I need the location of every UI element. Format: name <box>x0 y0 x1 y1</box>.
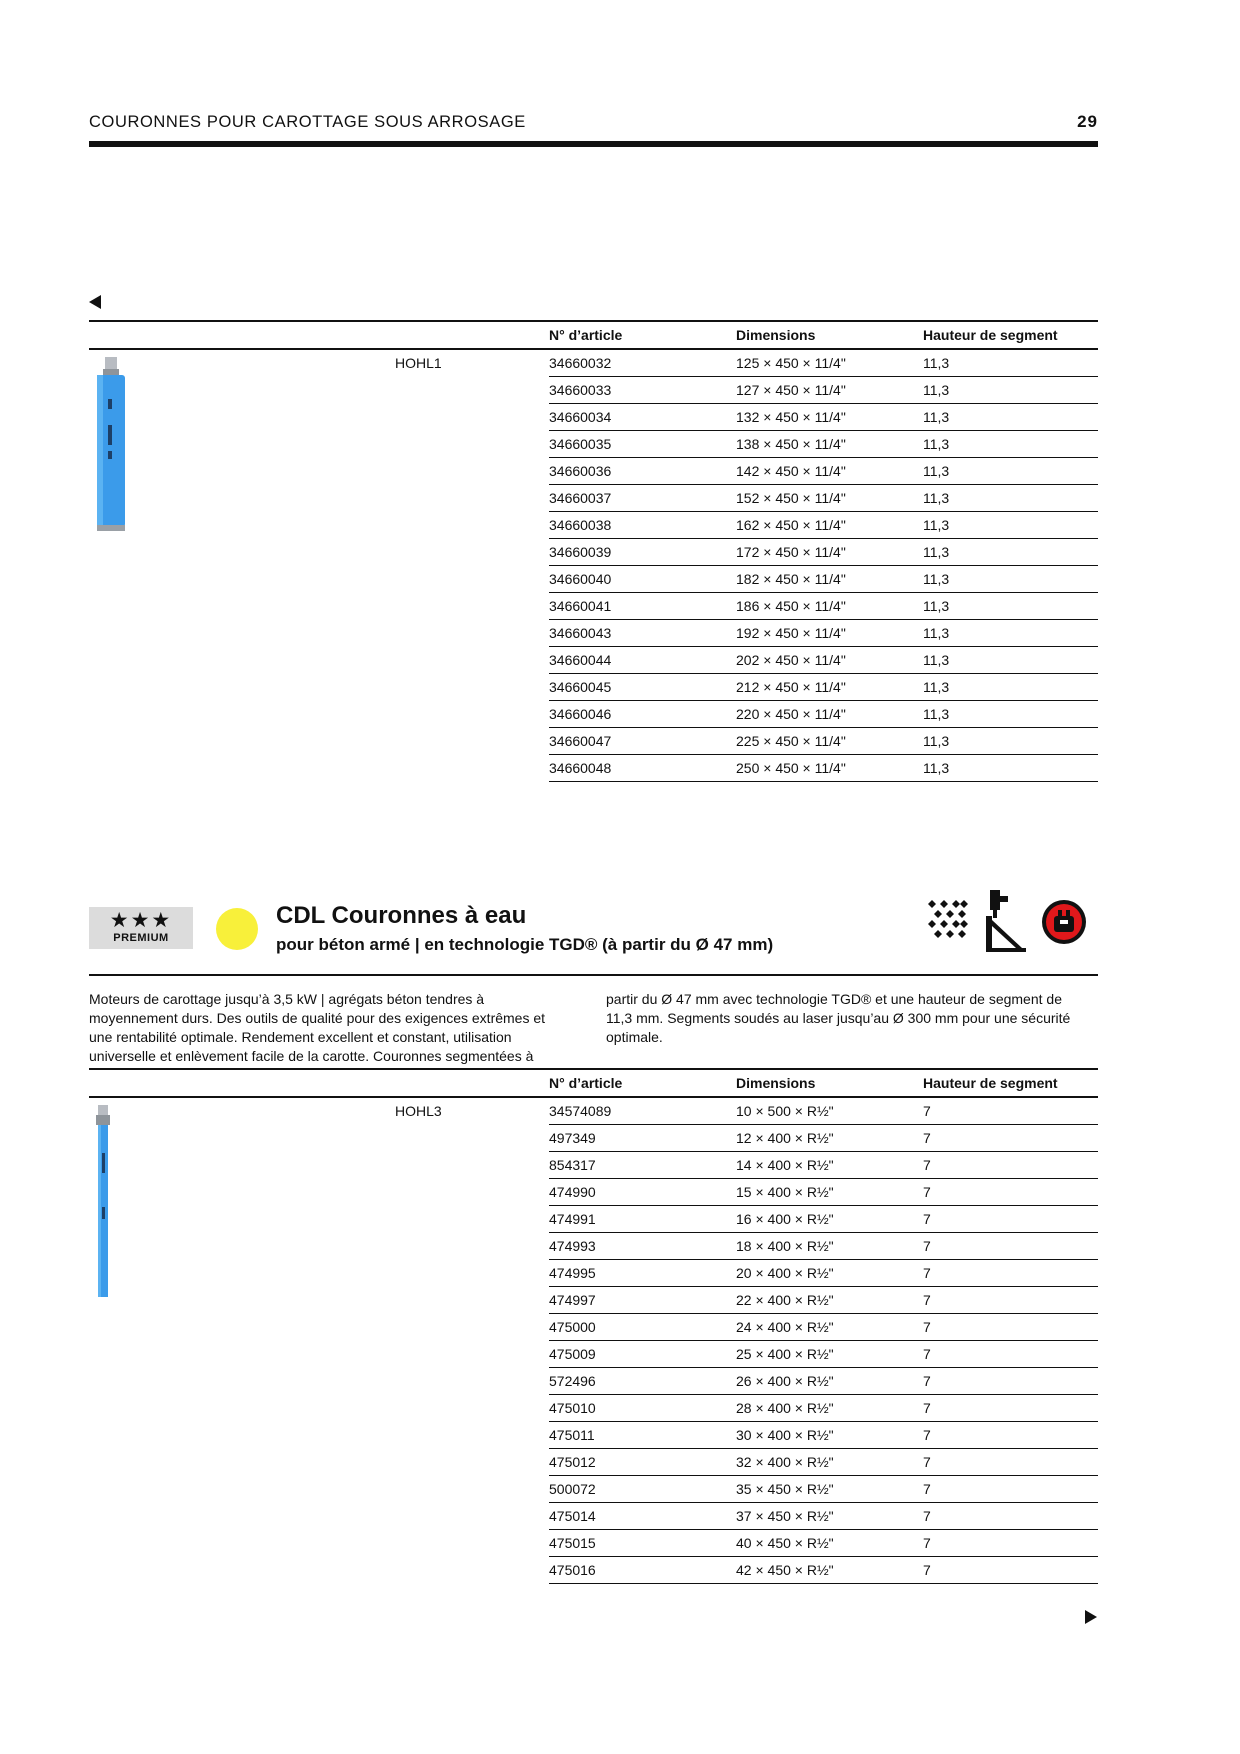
article-number: 34660032 <box>549 349 736 377</box>
dimensions-value: 22 × 400 × R½" <box>736 1287 923 1314</box>
product-description-left: Moteurs de carottage jusqu’à 3,5 kW | agrégats béton tendres à moyennement durs. Des outils de qualité pour des exigences extrêmes et une rentabilité optimale. Rendement excellent et constant, utilisation universelle et enlèvement facile de la carotte. Couronnes segmentées à <box>89 991 546 1064</box>
article-number: 34660047 <box>549 728 736 755</box>
next-page-arrow-icon[interactable] <box>1085 1610 1097 1624</box>
segment-height-value: 11,3 <box>923 593 1098 620</box>
page-number: 29 <box>1077 112 1098 131</box>
article-number: 572496 <box>549 1368 736 1395</box>
header-model-col <box>395 321 549 349</box>
dimensions-value: 220 × 450 × 11/4" <box>736 701 923 728</box>
premium-label: PREMIUM <box>113 932 169 944</box>
header-segment-height: Hauteur de segment <box>923 321 1098 349</box>
article-number: 34660037 <box>549 485 736 512</box>
product-table-hohl3 <box>89 1068 1098 1584</box>
article-number: 34660041 <box>549 593 736 620</box>
segment-height-value: 7 <box>923 1152 1098 1179</box>
dimensions-value: 40 × 450 × R½" <box>736 1530 923 1557</box>
article-number: 475014 <box>549 1503 736 1530</box>
running-title: COURONNES POUR CAROTTAGE SOUS ARROSAGE <box>89 113 526 131</box>
header-rule <box>89 141 1098 147</box>
segment-height-value: 11,3 <box>923 566 1098 593</box>
dimensions-value: 225 × 450 × 11/4" <box>736 728 923 755</box>
header-dimensions: Dimensions <box>736 321 923 349</box>
segment-height-value: 7 <box>923 1097 1098 1125</box>
article-number: 34660044 <box>549 647 736 674</box>
segment-height-value: 11,3 <box>923 728 1098 755</box>
header-dimensions: Dimensions <box>736 1069 923 1097</box>
dimensions-value: 212 × 450 × 11/4" <box>736 674 923 701</box>
header-model-col <box>395 1069 549 1097</box>
article-number: 34660045 <box>549 674 736 701</box>
article-number: 497349 <box>549 1125 736 1152</box>
segment-height-value: 7 <box>923 1422 1098 1449</box>
dimensions-value: 18 × 400 × R½" <box>736 1233 923 1260</box>
article-number: 474990 <box>549 1179 736 1206</box>
header-image-col <box>89 321 395 349</box>
segment-height-value: 11,3 <box>923 431 1098 458</box>
article-number: 34660038 <box>549 512 736 539</box>
segment-height-value: 7 <box>923 1449 1098 1476</box>
diamond-segments-icon <box>924 888 972 954</box>
article-number: 34660040 <box>549 566 736 593</box>
segment-height-value: 11,3 <box>923 404 1098 431</box>
dimensions-value: 28 × 400 × R½" <box>736 1395 923 1422</box>
segment-height-value: 11,3 <box>923 485 1098 512</box>
segment-height-value: 7 <box>923 1341 1098 1368</box>
dimensions-value: 32 × 400 × R½" <box>736 1449 923 1476</box>
dimensions-value: 142 × 450 × 11/4" <box>736 458 923 485</box>
article-number: 34660046 <box>549 701 736 728</box>
dimensions-value: 10 × 500 × R½" <box>736 1097 923 1125</box>
article-number: 854317 <box>549 1152 736 1179</box>
segment-height-value: 7 <box>923 1476 1098 1503</box>
article-number: 474997 <box>549 1287 736 1314</box>
segment-height-value: 11,3 <box>923 674 1098 701</box>
segment-height-value: 11,3 <box>923 458 1098 485</box>
dimensions-value: 132 × 450 × 11/4" <box>736 404 923 431</box>
dimensions-value: 16 × 400 × R½" <box>736 1206 923 1233</box>
article-number: 474991 <box>549 1206 736 1233</box>
dimensions-value: 30 × 400 × R½" <box>736 1422 923 1449</box>
dimensions-value: 20 × 400 × R½" <box>736 1260 923 1287</box>
dimensions-value: 37 × 450 × R½" <box>736 1503 923 1530</box>
dimensions-value: 42 × 450 × R½" <box>736 1557 923 1584</box>
dimensions-value: 125 × 450 × 11/4" <box>736 349 923 377</box>
table-row <box>89 1097 1098 1125</box>
dimensions-value: 15 × 400 × R½" <box>736 1179 923 1206</box>
table-row <box>89 349 1098 377</box>
segment-height-value: 7 <box>923 1503 1098 1530</box>
wet-drilling-motor-icon <box>1040 888 1088 954</box>
dimensions-value: 202 × 450 × 11/4" <box>736 647 923 674</box>
segment-height-value: 7 <box>923 1395 1098 1422</box>
core-bit-large-image <box>89 355 129 545</box>
article-number: 475015 <box>549 1530 736 1557</box>
core-bit-thin-image <box>89 1103 119 1303</box>
segment-height-value: 11,3 <box>923 512 1098 539</box>
dimensions-value: 26 × 400 × R½" <box>736 1368 923 1395</box>
segment-height-value: 11,3 <box>923 755 1098 782</box>
segment-height-value: 7 <box>923 1368 1098 1395</box>
segment-height-value: 7 <box>923 1260 1098 1287</box>
segment-height-value: 11,3 <box>923 349 1098 377</box>
product-description-right: partir du Ø 47 mm avec technologie TGD® et une hauteur de segment de 11,3 mm. Segments soudés au laser jusqu’au Ø 300 mm pour une sécurité optimale. <box>606 991 1071 1045</box>
header-segment-height: Hauteur de segment <box>923 1069 1098 1097</box>
segment-height-value: 11,3 <box>923 701 1098 728</box>
article-number: 475012 <box>549 1449 736 1476</box>
article-number: 475016 <box>549 1557 736 1584</box>
article-number: 475000 <box>549 1314 736 1341</box>
segment-height-value: 7 <box>923 1233 1098 1260</box>
article-number: 34660033 <box>549 377 736 404</box>
article-number: 34660036 <box>549 458 736 485</box>
article-number: 34660043 <box>549 620 736 647</box>
drill-stand-icon <box>984 888 1030 954</box>
article-number: 500072 <box>549 1476 736 1503</box>
segment-height-value: 7 <box>923 1314 1098 1341</box>
segment-height-value: 11,3 <box>923 647 1098 674</box>
dimensions-value: 35 × 450 × R½" <box>736 1476 923 1503</box>
dimensions-value: 127 × 450 × 11/4" <box>736 377 923 404</box>
article-number: 34660035 <box>549 431 736 458</box>
segment-height-value: 7 <box>923 1557 1098 1584</box>
dimensions-value: 152 × 450 × 11/4" <box>736 485 923 512</box>
table-header-row <box>89 321 1098 349</box>
product-table-hohl1 <box>89 320 1098 782</box>
article-number: 34574089 <box>549 1097 736 1125</box>
dimensions-value: 25 × 400 × R½" <box>736 1341 923 1368</box>
header-image-col <box>89 1069 395 1097</box>
segment-height-value: 11,3 <box>923 539 1098 566</box>
dimensions-value: 250 × 450 × 11/4" <box>736 755 923 782</box>
table-header-row <box>89 1069 1098 1097</box>
premium-stars-icon: ★★★ <box>109 909 173 932</box>
segment-height-value: 7 <box>923 1179 1098 1206</box>
article-number: 34660034 <box>549 404 736 431</box>
product-image <box>89 1097 395 1584</box>
segment-height-value: 7 <box>923 1530 1098 1557</box>
dimensions-value: 12 × 400 × R½" <box>736 1125 923 1152</box>
dimensions-value: 162 × 450 × 11/4" <box>736 512 923 539</box>
article-number: 475010 <box>549 1395 736 1422</box>
product-subtitle: pour béton armé | en technologie TGD® (à partir du Ø 47 mm) <box>276 935 774 954</box>
article-number: 475011 <box>549 1422 736 1449</box>
segment-height-value: 7 <box>923 1125 1098 1152</box>
segment-height-value: 7 <box>923 1287 1098 1314</box>
previous-page-arrow-icon[interactable] <box>89 295 101 309</box>
product-title: CDL Couronnes à eau <box>276 902 527 929</box>
category-color-dot <box>216 908 258 950</box>
article-number: 474995 <box>549 1260 736 1287</box>
article-number: 34660039 <box>549 539 736 566</box>
segment-height-value: 11,3 <box>923 620 1098 647</box>
dimensions-value: 172 × 450 × 11/4" <box>736 539 923 566</box>
header-article: N° d’article <box>549 1069 736 1097</box>
dimensions-value: 24 × 400 × R½" <box>736 1314 923 1341</box>
article-number: 34660048 <box>549 755 736 782</box>
dimensions-value: 182 × 450 × 11/4" <box>736 566 923 593</box>
dimensions-value: 192 × 450 × 11/4" <box>736 620 923 647</box>
dimensions-value: 14 × 400 × R½" <box>736 1152 923 1179</box>
product-image <box>89 349 395 782</box>
model-code: HOHL1 <box>395 355 442 371</box>
header-article: N° d’article <box>549 321 736 349</box>
dimensions-value: 186 × 450 × 11/4" <box>736 593 923 620</box>
dimensions-value: 138 × 450 × 11/4" <box>736 431 923 458</box>
article-number: 475009 <box>549 1341 736 1368</box>
article-number: 474993 <box>549 1233 736 1260</box>
segment-height-value: 7 <box>923 1206 1098 1233</box>
model-code: HOHL3 <box>395 1103 442 1119</box>
segment-height-value: 11,3 <box>923 377 1098 404</box>
section-rule <box>89 974 1098 976</box>
premium-badge <box>89 907 193 949</box>
